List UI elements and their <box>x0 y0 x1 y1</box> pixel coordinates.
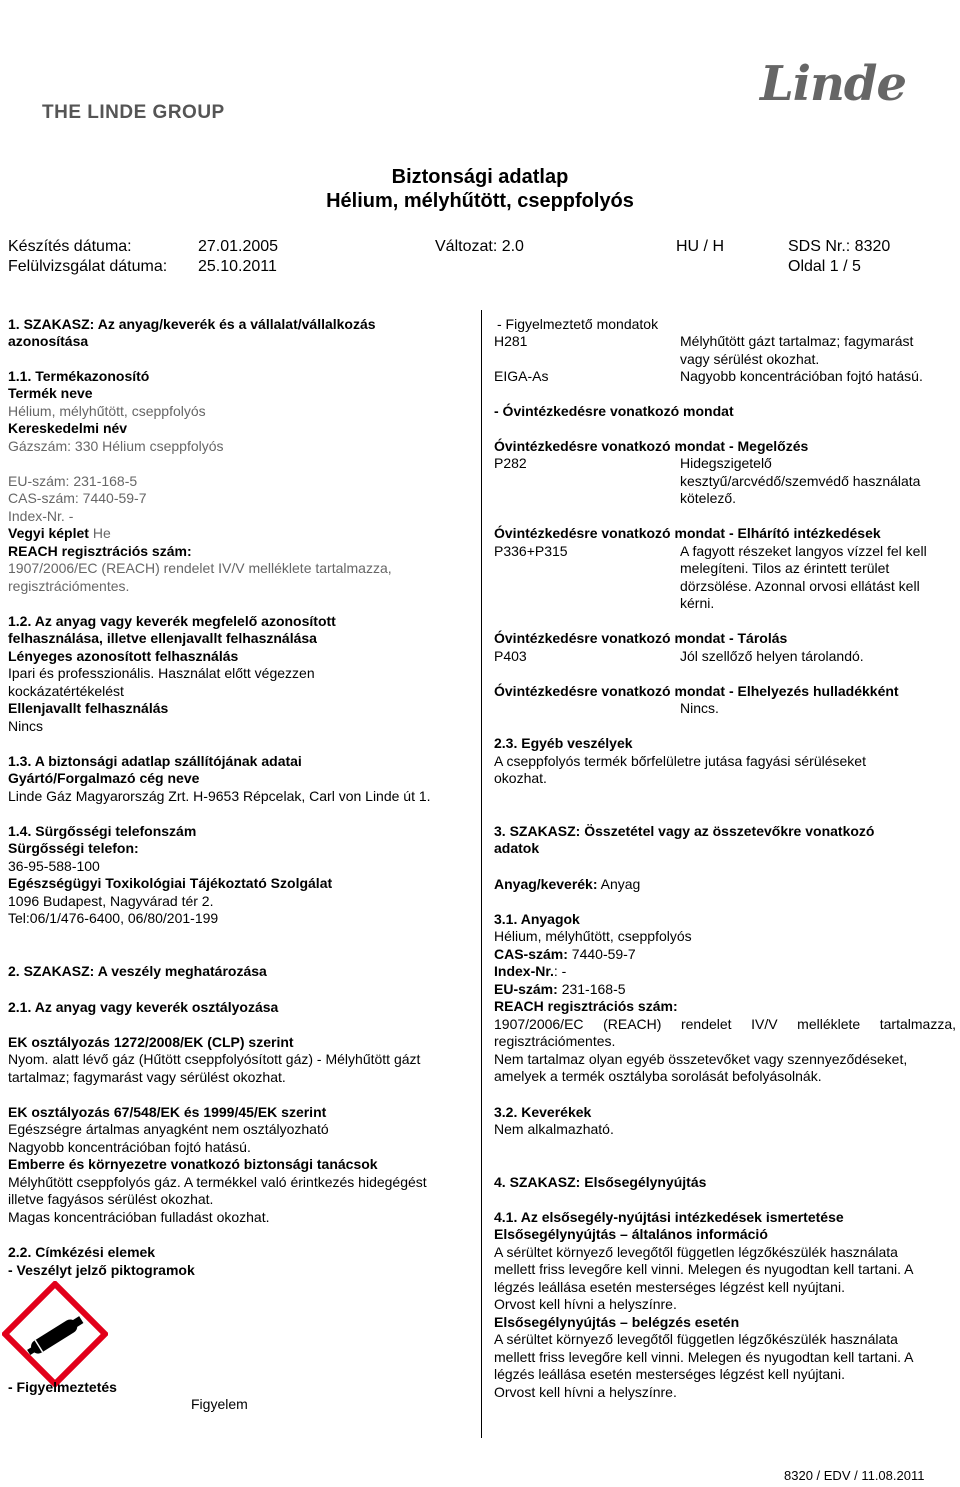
safety-advice-label: Emberre és környezetre vonatkozó biztonsági tanácsok <box>8 1156 378 1172</box>
section-1-1-title: 1.1. Termékazonosító <box>8 368 150 384</box>
clp-text-cont: tartalmaz; fagymarást vagy sérülést okozhat. <box>8 1069 286 1085</box>
revision-date-label: Felülvizsgálat dátuma: <box>8 258 168 275</box>
formula-label: Vegyi képlet <box>8 525 89 541</box>
substance-reach-text: 1907/2006/EC (REACH) rendelet IV/V melléklete tartalmazza, <box>494 1016 956 1032</box>
first-aid-inhalation-cont-3: Orvost kell hívni a helyszínre. <box>494 1384 677 1400</box>
substance-eu-row <box>494 981 626 999</box>
toxic-info-phone: Tel:06/1/476-6400, 06/80/201-199 <box>8 910 219 926</box>
substance-index-label: Index-Nr. <box>494 963 554 979</box>
reach-text-cont: regisztrációmentes. <box>8 578 130 594</box>
p403-code: P403 <box>494 648 527 664</box>
hazard-statements-label: - Figyelmeztető mondatok <box>497 316 659 332</box>
cas-number: CAS-szám: 7440-59-7 <box>8 490 147 506</box>
h281-text-cont: vagy sérülést okozhat. <box>680 351 820 367</box>
relevant-uses-cont: kockázatértékelést <box>8 683 124 699</box>
prep-date: 27.01.2005 <box>198 238 279 255</box>
section-2-1-title: 2.1. Az anyag vagy keverék osztályozása <box>8 999 279 1015</box>
section-1-2-title-cont: felhasználása, illetve ellenjavallt felhasználása <box>8 630 317 646</box>
p336-text: A fagyott részeket langyos vízzel fel kell <box>680 543 927 559</box>
logo-text: Linde <box>760 56 906 112</box>
footer-reference: 8320 / EDV / 11.08.2011 <box>784 1468 925 1483</box>
signal-word-label: - Figyelmeztetés <box>8 1379 117 1395</box>
first-aid-general-cont-2: légzés leállása esetén mesterséges légzést kell nyújtani. <box>494 1279 845 1295</box>
first-aid-inhalation-label: Elsősegélynyújtás – belégzés esetén <box>494 1314 740 1330</box>
safety-advice: Mélyhűtött cseppfolyós gáz. A termékkel való érintkezés hidegégést <box>8 1174 427 1190</box>
first-aid-inhalation-cont: mellett friss levegőre kell vinni. Melegen és nyugodtan kell tartani. A <box>494 1349 914 1365</box>
substance-index-row <box>494 963 566 981</box>
substance-cas-row <box>494 946 636 964</box>
trade-name-label: Kereskedelmi név <box>8 420 128 436</box>
trade-name: Gázszám: 330 Hélium cseppfolyós <box>8 438 224 454</box>
emergency-phone-label: Sürgősségi telefon: <box>8 840 139 856</box>
substance-eu: 231-168-5 <box>561 981 626 997</box>
dsd-text: Egészségre ártalmas anyagként nem osztályozható <box>8 1121 329 1137</box>
substance-row <box>494 876 640 894</box>
clp-text: Nyom. alatt lévő gáz (Hűtött cseppfolyósított gáz) - Mélyhűtött gázt <box>8 1051 421 1067</box>
p336-text-cont-2: dörzsölése. Azonnal orvosi ellátást kell <box>680 578 920 594</box>
first-aid-general-cont: mellett friss levegőre kell vinni. Melegen és nyugodtan kell tartani. A <box>494 1261 914 1277</box>
formula: He <box>92 525 111 541</box>
section-1-3-title: 1.3. A biztonsági adatlap szállítójának adatai <box>8 753 302 769</box>
first-aid-inhalation: A sérültet környező levegőtől független légzőkészülék használata <box>494 1331 898 1347</box>
first-aid-general-cont-3: Orvost kell hívni a helyszínre. <box>494 1296 677 1312</box>
substance-note-cont: amelyek a termék osztályba sorolását befolyásolnák. <box>494 1068 822 1084</box>
section-1-2-title: 1.2. Az anyag vagy keverék megfelelő azonosított <box>8 613 336 629</box>
dsd-text-cont: Nagyobb koncentrációban fojtó hatású. <box>8 1139 251 1155</box>
eiga-code: EIGA-As <box>494 368 549 384</box>
substance-value: Anyag <box>600 876 641 892</box>
section-3-title: 3. SZAKASZ: Összetétel vagy az összetevőkre vonatkozó <box>494 823 875 839</box>
substance-label: Anyag/keverék: <box>494 876 598 892</box>
revision-date: 25.10.2011 <box>198 258 277 275</box>
section-2-title: 2. SZAKASZ: A veszély meghatározása <box>8 963 267 979</box>
section-4-title: 4. SZAKASZ: Elsősegélynyújtás <box>494 1174 707 1190</box>
p282-text: Hidegszigetelő <box>680 455 772 471</box>
safety-advice-cont: illetve fagyásos sérülést okozhat. <box>8 1191 214 1207</box>
dsd-label: EK osztályozás 67/548/EK és 1999/45/EK szerint <box>8 1104 327 1120</box>
linde-logo <box>760 56 906 112</box>
precaution-label: - Óvintézkedésre vonatkozó mondat <box>494 403 734 419</box>
disposal-label: Óvintézkedésre vonatkozó mondat - Elhelyezés hulladékként <box>494 683 899 699</box>
toxic-info-address: 1096 Budapest, Nagyvárad tér 2. <box>8 893 214 909</box>
p282-text-cont-2: kötelező. <box>680 490 737 506</box>
column-divider <box>481 310 482 1438</box>
substance-cas-label: CAS-szám: <box>494 946 568 962</box>
mixtures-text: Nem alkalmazható. <box>494 1121 614 1137</box>
section-3-1-title: 3.1. Anyagok <box>494 911 580 927</box>
p336-code: P336+P315 <box>494 543 568 559</box>
p403-text: Jól szellőző helyen tárolandó. <box>680 648 864 664</box>
substance-reach-label: REACH regisztrációs szám: <box>494 998 678 1014</box>
substance-index: : - <box>553 963 567 979</box>
eiga-text: Nagyobb koncentrációban fojtó hatású. <box>680 368 923 384</box>
product-name-label: Termék neve <box>8 385 93 401</box>
first-aid-general: A sérültet környező levegőtől független légzőkészülék használata <box>494 1244 898 1260</box>
eu-number: EU-szám: 231-168-5 <box>8 473 138 489</box>
first-aid-general-label: Elsősegélynyújtás – általános információ <box>494 1226 768 1242</box>
uses-advised-against-label: Ellenjavallt felhasználás <box>8 700 169 716</box>
p336-text-cont-3: kérni. <box>680 595 715 611</box>
section-3-2-title: 3.2. Keverékek <box>494 1104 592 1120</box>
prep-date-label: Készítés dátuma: <box>8 238 132 255</box>
first-aid-inhalation-cont-2: légzés leállása esetén mesterséges légzést kell nyújtani. <box>494 1366 845 1382</box>
page-subtitle: Hélium, mélyhűtött, cseppfolyós <box>326 190 634 212</box>
version: Változat: 2.0 <box>435 238 524 255</box>
uses-advised-against: Nincs <box>8 718 44 734</box>
section-4-1-title: 4.1. Az elsősegély-nyújtási intézkedések ismertetése <box>494 1209 844 1225</box>
reach-label: REACH regisztrációs szám: <box>8 543 192 559</box>
storage-label: Óvintézkedésre vonatkozó mondat - Tárolás <box>494 630 788 646</box>
relevant-uses: Ipari és professzionális. Használat előtt végezzen <box>8 665 315 681</box>
p336-text-cont: melegíteni. Tilos az érintett terület <box>680 560 890 576</box>
substance-reach-text-cont: regisztrációmentes. <box>494 1033 616 1049</box>
substance-cas: 7440-59-7 <box>571 946 636 962</box>
section-3-title-cont: adatok <box>494 840 540 856</box>
reach-text: 1907/2006/EC (REACH) rendelet IV/V melléklete tartalmazza, <box>8 560 392 576</box>
page-number: Oldal 1 / 5 <box>788 258 861 275</box>
sds-number: SDS Nr.: 8320 <box>788 238 891 255</box>
pictograms-label: - Veszélyt jelző piktogramok <box>8 1262 195 1278</box>
relevant-uses-label: Lényeges azonosított felhasználás <box>8 648 239 664</box>
substance-note: Nem tartalmaz olyan egyéb összetevőket vagy szennyeződéseket, <box>494 1051 908 1067</box>
section-1-title: 1. SZAKASZ: Az anyag/keverék és a vállalat/vállalkozás <box>8 316 376 332</box>
country: HU / H <box>676 238 724 255</box>
supplier: Linde Gáz Magyarország Zrt. H-9653 Répcelak, Carl von Linde út 1. <box>8 788 431 804</box>
section-2-3-title: 2.3. Egyéb veszélyek <box>494 735 633 751</box>
substance-eu-label: EU-szám: <box>494 981 558 997</box>
response-label: Óvintézkedésre vonatkozó mondat - Elhárító intézkedések <box>494 525 881 541</box>
toxic-info-label: Egészségügyi Toxikológiai Tájékoztató Szolgálat <box>8 875 333 891</box>
other-hazards-cont: okozhat. <box>494 770 547 786</box>
prevention-label: Óvintézkedésre vonatkozó mondat - Megelőzés <box>494 438 809 454</box>
company-text: THE LINDE GROUP <box>42 102 225 123</box>
formula-row <box>8 525 111 543</box>
section-2-2-title: 2.2. Címkézési elemek <box>8 1244 156 1260</box>
emergency-phone: 36-95-588-100 <box>8 858 100 874</box>
h281-text: Mélyhűtött gázt tartalmaz; fagymarást <box>680 333 914 349</box>
h281-code: H281 <box>494 333 528 349</box>
safety-advice-cont-2: Magas koncentrációban fulladást okozhat. <box>8 1209 270 1225</box>
supplier-label: Gyártó/Forgalmazó cég neve <box>8 770 200 786</box>
p282-code: P282 <box>494 455 527 471</box>
signal-word: Figyelem <box>191 1396 248 1412</box>
gas-cylinder-pictogram <box>2 1281 108 1387</box>
page-title: Biztonsági adatlap <box>391 166 569 188</box>
other-hazards: A cseppfolyós termék bőrfelületre jutása fagyási sérüléseket <box>494 753 866 769</box>
clp-label: EK osztályozás 1272/2008/EK (CLP) szerint <box>8 1034 294 1050</box>
section-1-4-title: 1.4. Sürgősségi telefonszám <box>8 823 197 839</box>
section-1-title-cont: azonosítása <box>8 333 89 349</box>
substance-name: Hélium, mélyhűtött, cseppfolyós <box>494 928 692 944</box>
product-name: Hélium, mélyhűtött, cseppfolyós <box>8 403 206 419</box>
p282-text-cont: kesztyű/arcvédő/szemvédő használata <box>680 473 921 489</box>
index-number: Index-Nr. - <box>8 508 74 524</box>
disposal-text: Nincs. <box>680 700 719 716</box>
